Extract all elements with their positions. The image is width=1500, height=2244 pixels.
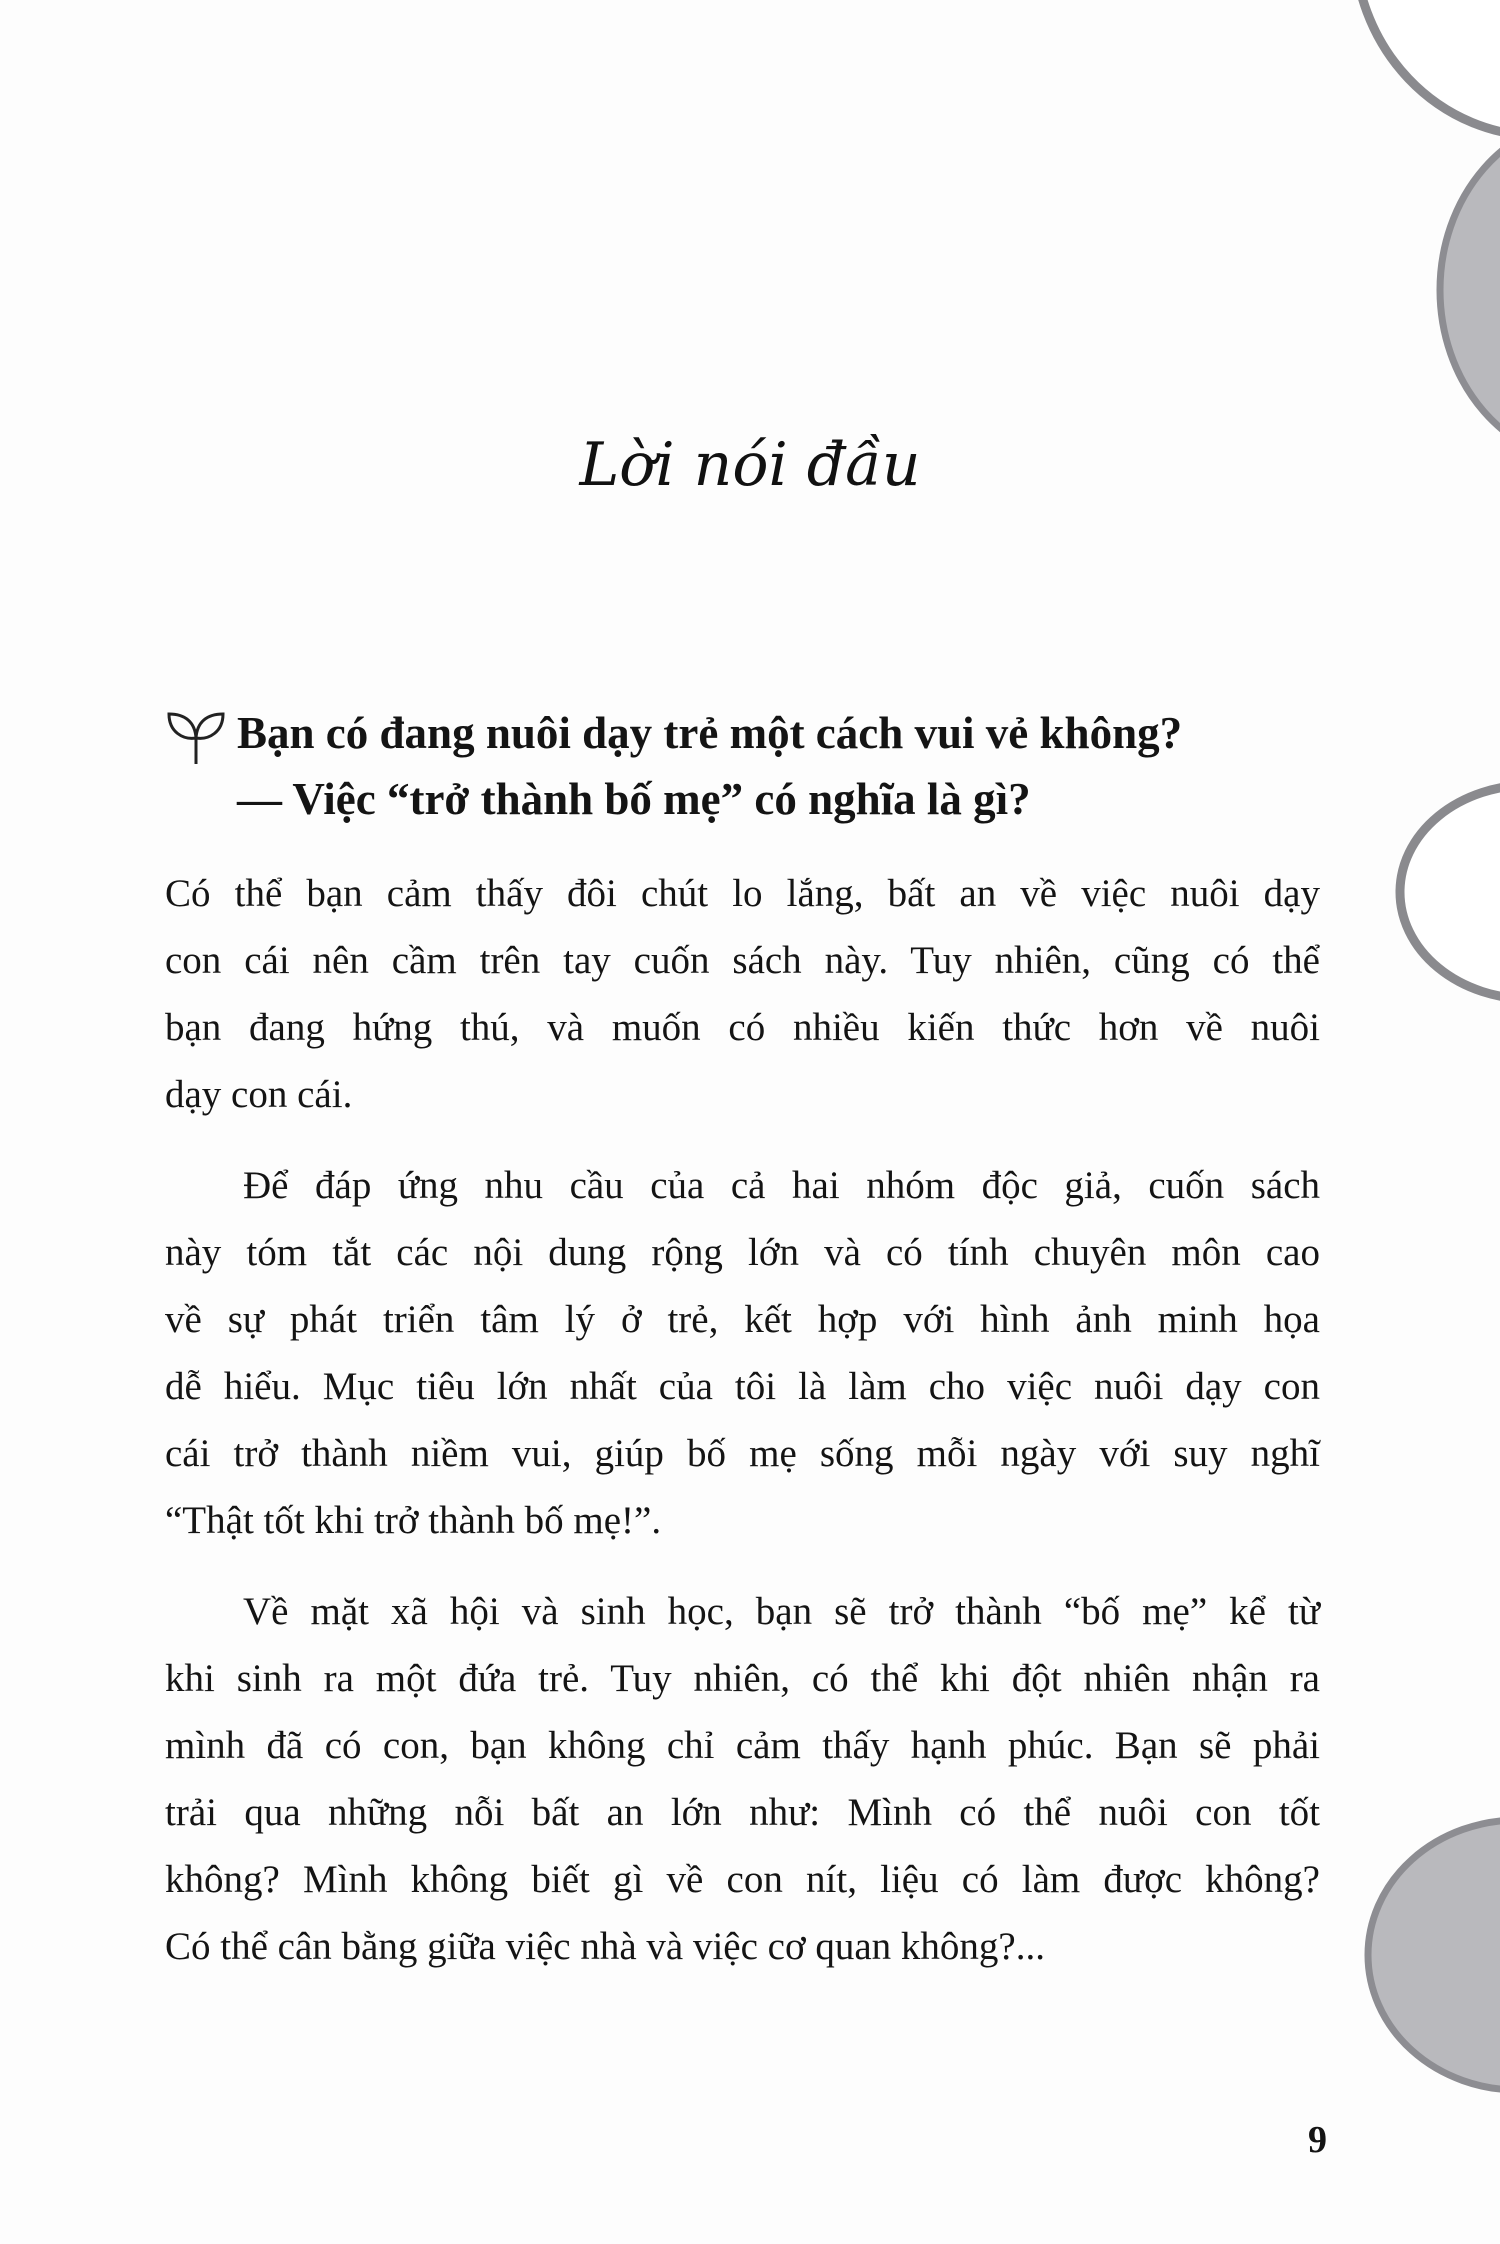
sprout-icon bbox=[165, 706, 227, 768]
text-line: dạy con cái. bbox=[165, 1073, 353, 1116]
text-line: về sự phát triển tâm lý ở trẻ, kết hợp với hình ảnh minh họa bbox=[165, 1298, 1320, 1341]
text-line: khi sinh ra một đứa trẻ. Tuy nhiên, có thể khi đột nhiên nhận ra bbox=[165, 1657, 1320, 1700]
decorative-circle-outline bbox=[1400, 785, 1500, 999]
heading-line: — Việc “trở thành bố mẹ” có nghĩa là gì? bbox=[237, 774, 1031, 824]
text-line: cái trở thành niềm vui, giúp bố mẹ sống mỗi ngày với suy nghĩ bbox=[165, 1432, 1320, 1475]
paragraph bbox=[165, 1152, 1320, 1554]
text-line: này tóm tắt các nội dung rộng lớn và có tính chuyên môn cao bbox=[165, 1231, 1320, 1274]
text-line: Để đáp ứng nhu cầu của cả hai nhóm độc giả, cuốn sách bbox=[243, 1164, 1320, 1207]
section-heading bbox=[165, 700, 1335, 832]
text-line: Có thể bạn cảm thấy đôi chút lo lắng, bất an về việc nuôi dạy bbox=[165, 872, 1320, 915]
text-line: Về mặt xã hội và sinh học, bạn sẽ trở thành “bố mẹ” kể từ bbox=[243, 1590, 1320, 1633]
decorative-circle-filled bbox=[1440, 118, 1500, 462]
page-number: 9 bbox=[1308, 2119, 1327, 2161]
decorative-circle-outline bbox=[1354, 0, 1500, 136]
text-line: bạn đang hứng thú, và muốn có nhiều kiến thức hơn về nuôi bbox=[165, 1006, 1320, 1049]
text-line: Có thể cân bằng giữa việc nhà và việc cơ quan không?... bbox=[165, 1925, 1045, 1968]
paragraph bbox=[165, 860, 1320, 1128]
page-title: Lời nói đầu bbox=[579, 430, 921, 500]
paragraph bbox=[165, 1578, 1320, 1980]
text-line: không? Mình không biết gì về con nít, liệu có làm được không? bbox=[165, 1858, 1320, 1901]
text-line: trải qua những nỗi bất an lớn như: Mình có thể nuôi con tốt bbox=[165, 1791, 1320, 1834]
text-line: “Thật tốt khi trở thành bố mẹ!”. bbox=[165, 1499, 662, 1542]
heading-line: Bạn có đang nuôi dạy trẻ một cách vui vẻ không? bbox=[237, 708, 1183, 758]
text-line: mình đã có con, bạn không chỉ cảm thấy hạnh phúc. Bạn sẽ phải bbox=[165, 1724, 1320, 1767]
text-line: con cái nên cầm trên tay cuốn sách này. Tuy nhiên, cũng có thể bbox=[165, 939, 1320, 982]
decorative-circle-filled bbox=[1368, 1820, 1500, 2090]
body-text bbox=[165, 860, 1320, 2004]
text-line: dễ hiểu. Mục tiêu lớn nhất của tôi là làm cho việc nuôi dạy con bbox=[165, 1365, 1320, 1408]
